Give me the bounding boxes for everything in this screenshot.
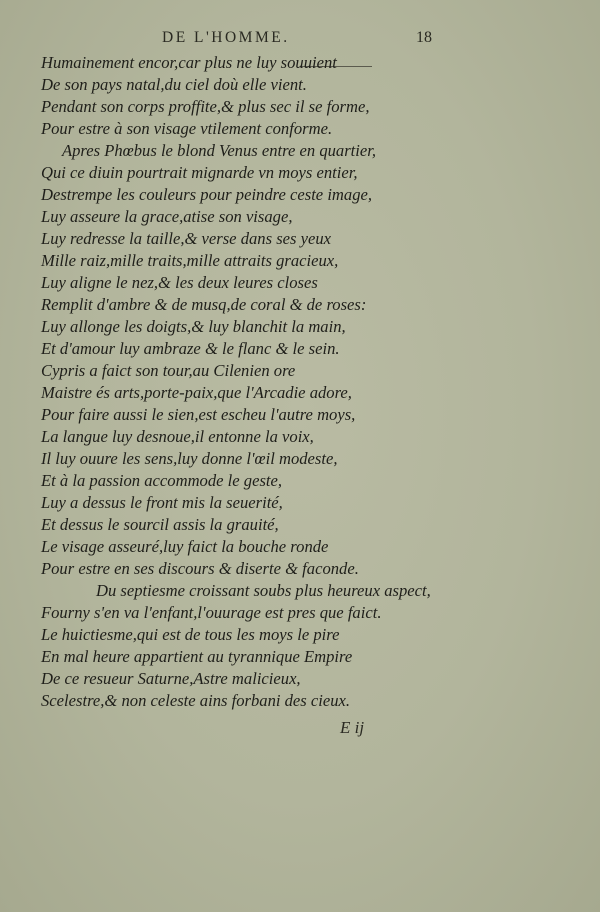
verse-line-23: Le visage asseuré,luy faict la bouche ronde: [41, 537, 329, 556]
verse-line-1: Humainement encor,car plus ne luy souuient: [41, 53, 337, 72]
page-header: [0, 26, 600, 48]
verse-line-25: Du septiesme croissant soubs plus heureux aspect,: [96, 581, 431, 600]
verse-line-20: Et à la passion accommode le geste,: [41, 471, 283, 490]
verse-line-21: Luy a dessus le front mis la seuerité,: [41, 493, 283, 512]
verse-line-12: Remplit d'ambre & de musq,de coral & de roses:: [41, 295, 367, 314]
verse-line-15: Cypris a faict son tour,au Cilenien ore: [41, 361, 296, 380]
verse-line-17: Pour faire aussi le sien,est escheu l'autre moys,: [41, 405, 356, 424]
running-head: DE L'HOMME.: [162, 29, 290, 46]
verse-line-28: En mal heure appartient au tyrannique Empire: [41, 647, 353, 666]
verse-line-3: Pendant son corps proffite,& plus sec il se forme,: [41, 97, 370, 116]
verse-line-5: Apres Phœbus le blond Venus entre en quartier,: [62, 141, 377, 160]
verse-line-11: Luy aligne le nez,& les deux leures closes: [41, 273, 318, 292]
verse-line-19: Il luy ouure les sens,luy donne l'œil modeste,: [41, 449, 338, 468]
verse-line-7: Destrempe les couleurs pour peindre ceste image,: [41, 185, 373, 204]
verse-line-18: La langue luy desnoue,il entonne la voix,: [41, 427, 314, 446]
verse-line-26: Fourny s'en va l'enfant,l'ouurage est pres que faict.: [41, 603, 382, 622]
verse-line-24: Pour estre en ses discours & diserte & faconde.: [41, 559, 359, 578]
verse-line-14: Et d'amour luy ambraze & le flanc & le sein.: [41, 339, 340, 358]
verse-line-4: Pour estre à son visage vtilement conforme.: [41, 119, 333, 138]
verse-line-10: Mille raiz,mille traits,mille attraits gracieux,: [41, 251, 339, 270]
verse-line-2: De son pays natal,du ciel doù elle vient.: [41, 75, 307, 94]
verse-line-6: Qui ce diuin pourtrait mignarde vn moys entier,: [41, 163, 358, 182]
page-number: 18: [416, 29, 432, 46]
verse-line-27: Le huictiesme,qui est de tous les moys le pire: [41, 625, 340, 644]
verse-line-29: De ce resueur Saturne,Astre malicieux,: [41, 669, 301, 688]
verse-line-30: Scelestre,& non celeste ains forbani des cieux.: [41, 691, 351, 710]
signature-mark: E ij: [340, 718, 365, 737]
verse-line-22: Et dessus le sourcil assis la grauité,: [41, 515, 279, 534]
verse-line-13: Luy allonge les doigts,& luy blanchit la main,: [41, 317, 346, 336]
verse-line-9: Luy redresse la taille,& verse dans ses yeux: [41, 229, 332, 248]
verse-line-8: Luy asseure la grace,atise son visage,: [41, 207, 293, 226]
verse-line-16: Maistre és arts,porte-paix,que l'Arcadie adore,: [41, 383, 352, 402]
